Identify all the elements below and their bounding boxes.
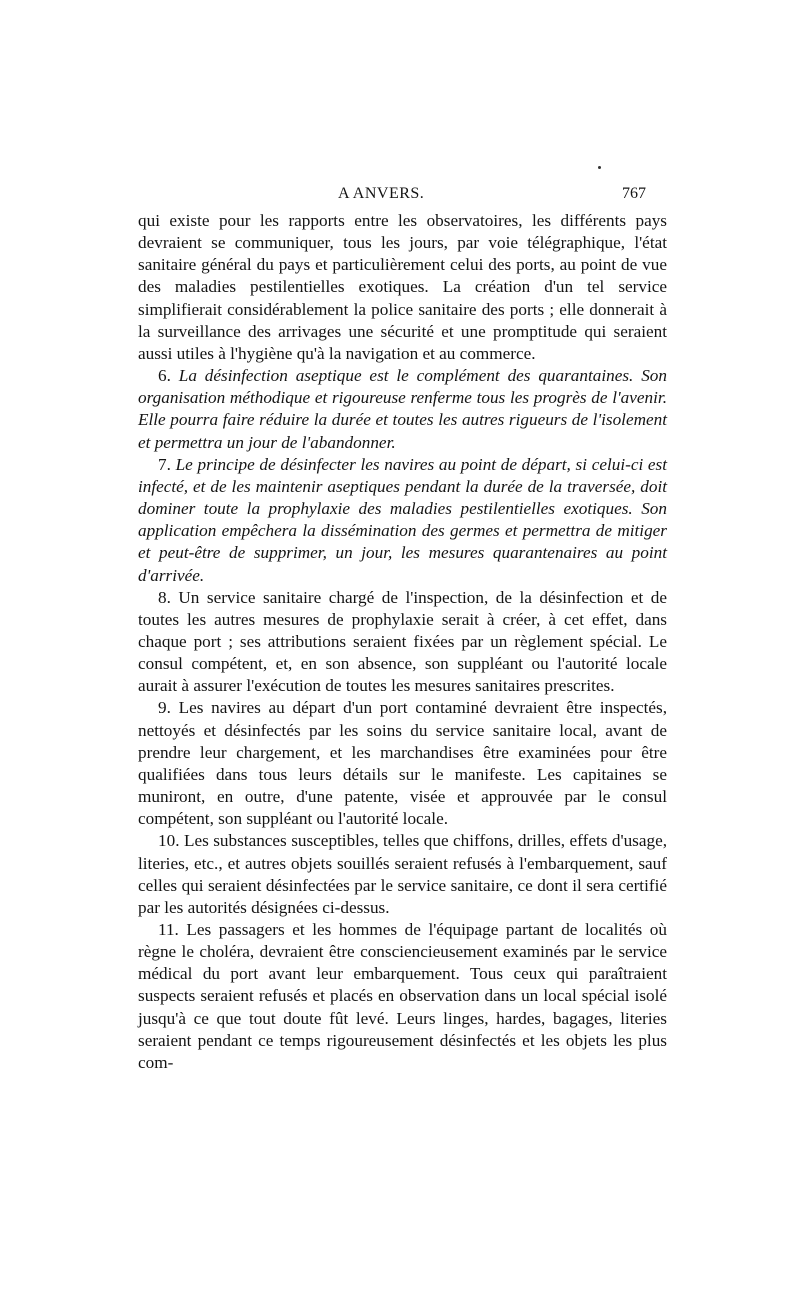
paragraph-item-10: [138, 830, 667, 919]
page-number: 767: [622, 185, 646, 202]
paragraph-text: La désinfection aseptique est le complément des quarantaines. Son organisation méthodique et rigoureuse renferme tous les progrès de l'avenir. Elle pourra faire réduire la durée et toutes les autres rigueurs de l'isolement et permettra un jour de l'abandonner.: [138, 366, 667, 452]
paragraph-item-11: [138, 919, 667, 1074]
item-number: 10.: [158, 831, 180, 851]
item-number: 6.: [158, 366, 171, 386]
paragraph-item-6: [138, 365, 667, 454]
item-number: 8.: [158, 587, 171, 607]
paragraph-item-7: [138, 454, 667, 587]
paragraph-text: Les navires au départ d'un port contaminé devraient être inspectés, nettoyés et désinfectés par les soins du service sanitaire local, avant de prendre leur chargement, et les marchandises être examinées pour être qualifiées dans tous leurs détails sur le manifeste. Les capitaines se muniront, en outre, d'une patente, visée et approuvée par le consul compétent, son suppléant ou l'autorité locale.: [138, 698, 667, 829]
paragraph-text: Les passagers et les hommes de l'équipage partant de localités où règne le choléra, devraient être consciencieusement examinés par le service médical du port avant leur embarquement. Tous ceux qui paraîtraient suspects seraient refusés et placés en observation dans un local spécial isolé jusqu'à ce que tout doute fût levé. Leurs linges, hardes, bagages, literies seraient pendant ce temps rigoureusement désinfectés et les objets les plus com-: [138, 920, 667, 1072]
paragraph-item-9: [138, 697, 667, 830]
paragraph-text: Les substances susceptibles, telles que chiffons, drilles, effets d'usage, literies, etc., et autres objets souillés seraient refusés à l'embarquement, sauf celles qui seraient désinfectées par le service sanitaire, ce dont il sera certifié par les autorités désignées ci-dessus.: [138, 831, 668, 917]
paragraph-text: Un service sanitaire chargé de l'inspection, de la désinfection et de toutes les autres mesures de prophylaxie serait à créer, à cet effet, dans chaque port ; ses attributions seraient fixées par un règlement spécial. Le consul compétent, et, en son absence, son suppléant ou l'autorité locale aurait à assurer l'exécution de toutes les mesures sanitaires prescrites.: [138, 587, 668, 696]
item-number: 7.: [158, 454, 171, 474]
ink-speck: [598, 166, 601, 169]
paragraph-item-8: [138, 587, 667, 698]
running-title: A ANVERS.: [338, 185, 425, 202]
item-number: 9.: [158, 698, 171, 718]
paragraph-text: qui existe pour les rapports entre les observatoires, les différents pays devraient se communiquer, tous les jours, par voie télégraphique, l'état sanitaire général du pays et particulièrement celui des ports, au point de vue des maladies pestilentielles exotiques. La création d'un tel service simplifierait considérablement la police sanitaire des ports ; elle donnerait à la surveillance des arrivages une sécurité et une promptitude qui seraient aussi utiles à l'hygiène qu'à la navigation et au commerce.: [138, 211, 667, 363]
page-body: [138, 210, 667, 1074]
paragraph-continuation: [138, 210, 667, 365]
paragraph-text: Le principe de désinfecter les navires au point de départ, si celui-ci est infecté, et de les maintenir aseptiques pendant la durée de la traversée, doit dominer toute la prophylaxie des maladies pestilentielles exotiques. Son application empêchera la dissémination des germes et permettra de mitiger et peut-être de supprimer, un jour, les mesures quarantenaires au point d'arrivée.: [138, 454, 668, 585]
item-number: 11.: [158, 920, 179, 939]
